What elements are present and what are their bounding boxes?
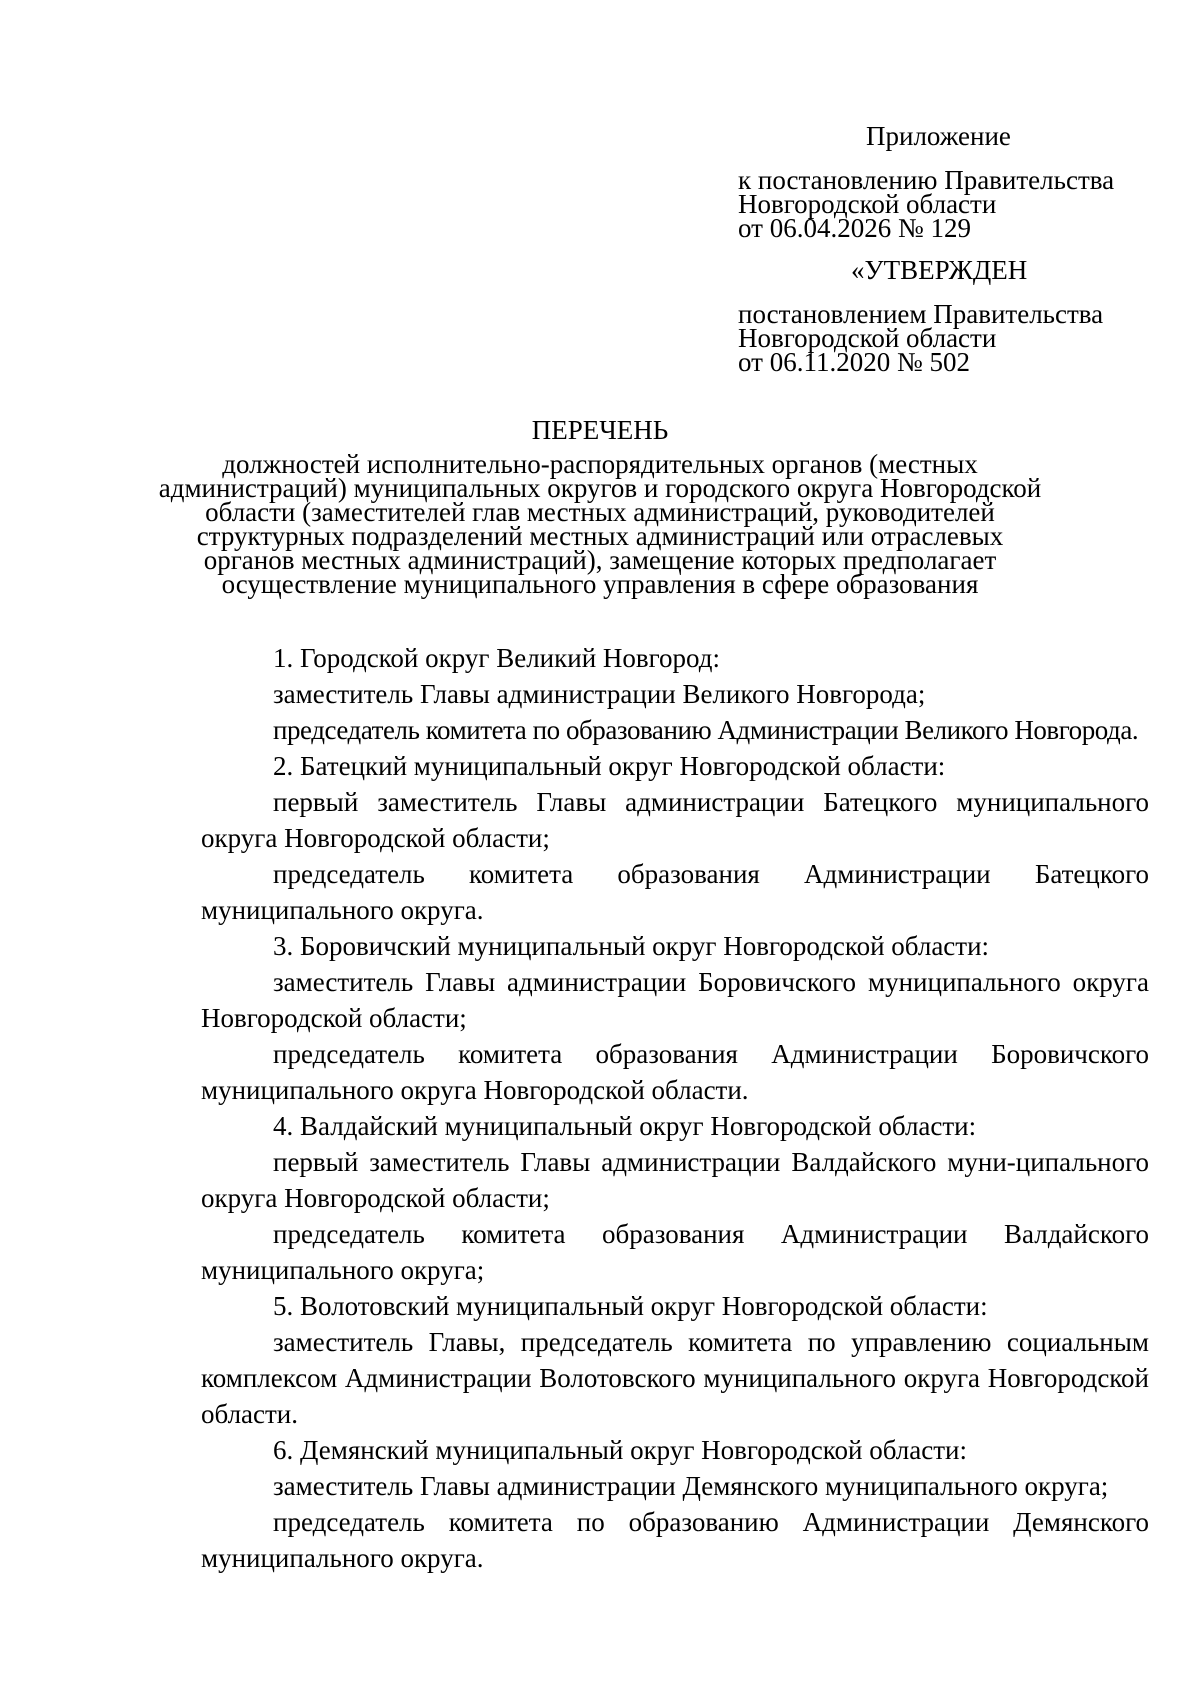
list-content bbox=[201, 640, 1149, 1576]
position-item: первый заместитель Главы администрации Батецкого муниципального округа Новгородской области; bbox=[201, 787, 1149, 853]
approved-title: «УТВЕРЖДЕН bbox=[851, 255, 1028, 285]
position-item: заместитель Главы администрации Боровичского муниципального округа Новгородской области; bbox=[201, 967, 1149, 1033]
position-item: первый заместитель Главы администрации Валдайского муни-ципального округа Новгородской области; bbox=[201, 1147, 1149, 1213]
position-item: заместитель Главы администрации Демянского муниципального округа; bbox=[273, 1471, 1109, 1501]
approved-line: от 06.11.2020 № 502 bbox=[738, 347, 970, 377]
subtitle-line: администраций) муниципальных округов и городского округа Новгородской bbox=[158, 473, 1042, 503]
position-item: председатель комитета образования Администрации Батецкого муниципального округа. bbox=[201, 859, 1149, 925]
appendix-header bbox=[738, 121, 1158, 377]
subtitle-line: органов местных администраций), замещение которых предполагает bbox=[203, 545, 997, 575]
position-item: председатель комитета по образованию Администрации Великого Новгорода. bbox=[273, 715, 1139, 745]
document-title: ПЕРЕЧЕНЬ bbox=[531, 415, 669, 445]
subtitle-line: структурных подразделений местных администраций или отраслевых bbox=[196, 521, 1004, 551]
appendix-line: Новгородской области bbox=[738, 189, 997, 219]
appendix-title: Приложение bbox=[866, 121, 1011, 151]
position-item: заместитель Главы, председатель комитета по управлению социальным комплексом Администрации Волотовского муниципального округа Новгородской области. bbox=[201, 1327, 1149, 1429]
subtitle-line: области (заместителей глав местных администраций, руководителей bbox=[205, 497, 995, 527]
district-heading: 5. Волотовский муниципальный округ Новгородской области: bbox=[273, 1291, 988, 1321]
district-heading: 3. Боровичский муниципальный округ Новгородской области: bbox=[273, 931, 990, 961]
document-subtitle bbox=[150, 449, 1050, 599]
approved-line: Новгородской области bbox=[738, 323, 997, 353]
district-heading: 6. Демянский муниципальный округ Новгородской области: bbox=[273, 1435, 967, 1465]
position-item: председатель комитета образования Администрации Валдайского муниципального округа; bbox=[201, 1219, 1149, 1285]
district-heading: 4. Валдайский муниципальный округ Новгородской области: bbox=[273, 1111, 977, 1141]
district-heading: 2. Батецкий муниципальный округ Новгородской области: bbox=[273, 751, 946, 781]
subtitle-line: должностей исполнительно-распорядительных органов (местных bbox=[222, 449, 978, 479]
district-heading: 1. Городской округ Великий Новгород: bbox=[273, 643, 721, 673]
subtitle-line: осуществление муниципального управления в сфере образования bbox=[221, 569, 979, 599]
approved-line: постановлением Правительства bbox=[738, 299, 1104, 329]
position-item: председатель комитета образования Администрации Боровичского муниципального округа Новгородской области. bbox=[201, 1039, 1149, 1105]
position-item: заместитель Главы администрации Великого Новгорода; bbox=[273, 679, 926, 709]
appendix-line: к постановлению Правительства bbox=[738, 165, 1115, 195]
appendix-line: от 06.04.2026 № 129 bbox=[738, 213, 971, 243]
position-item: председатель комитета по образованию Администрации Демянского муниципального округа. bbox=[201, 1507, 1149, 1573]
